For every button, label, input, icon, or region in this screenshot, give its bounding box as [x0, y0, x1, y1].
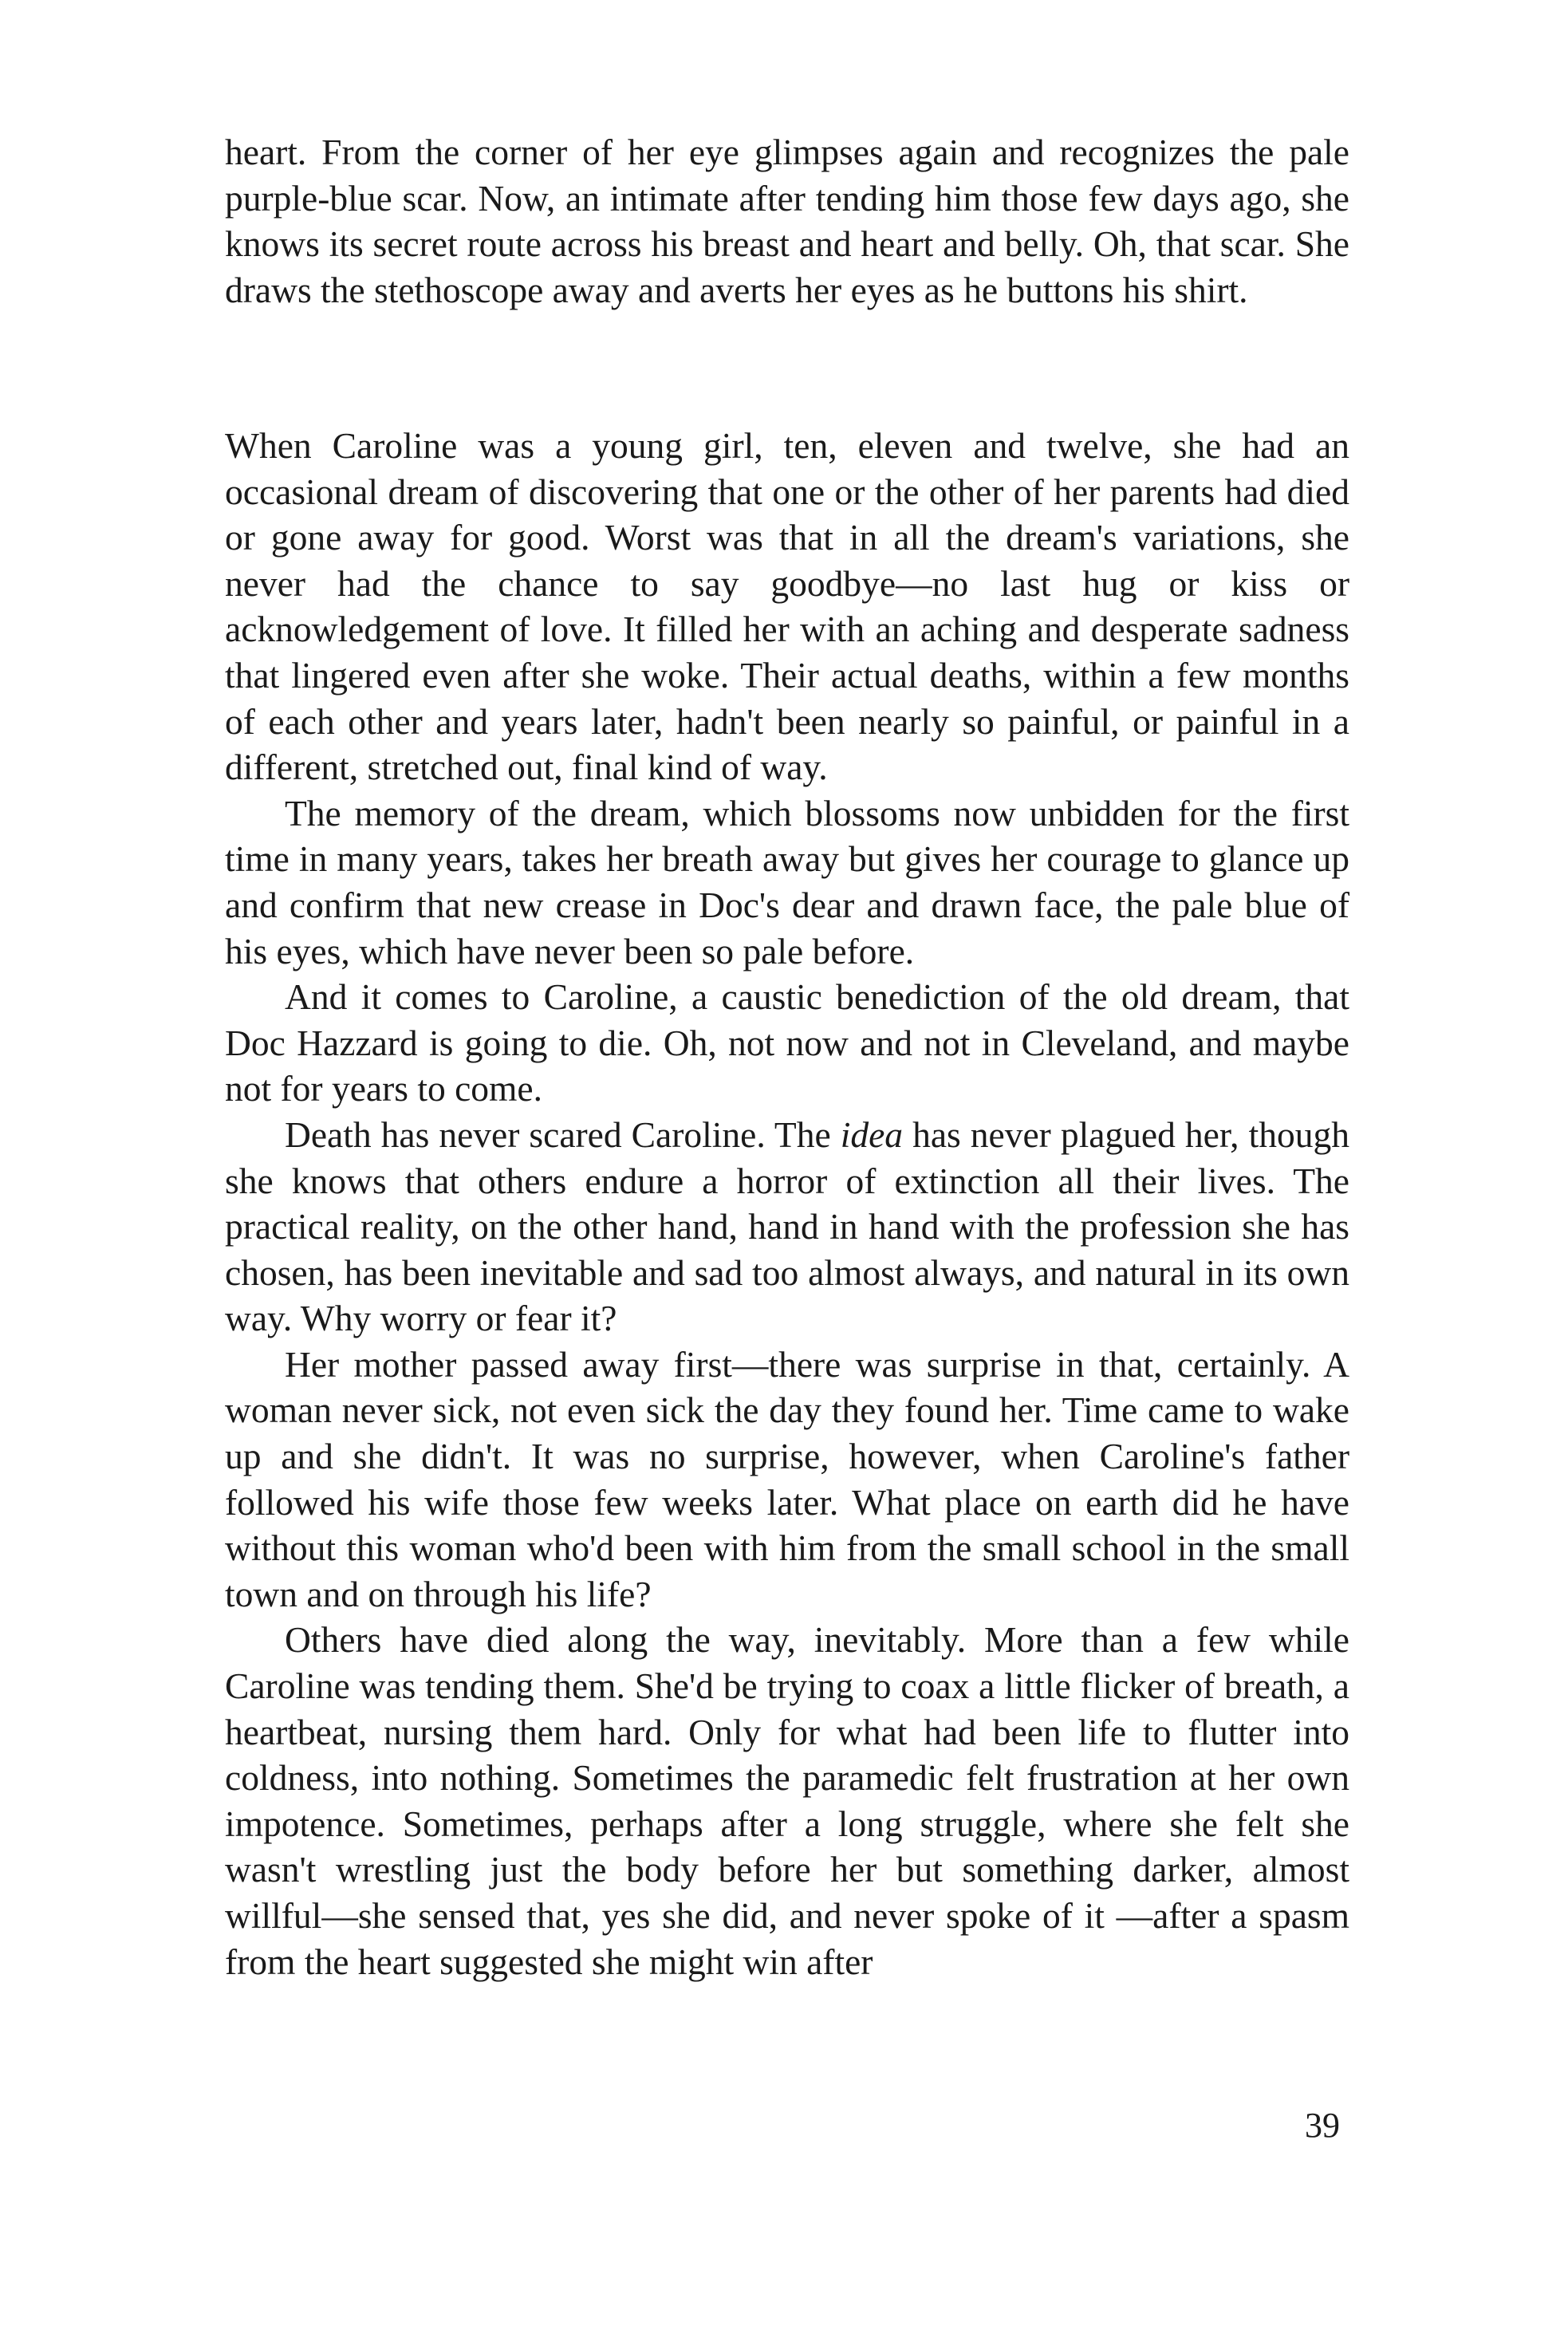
continued-paragraph: heart. From the corner of her eye glimpses again and recognizes the pale purple-blue scar. Now, an intimate after tending him those few days ago, she knows its secret route across his breast and heart and belly. Oh, that scar. She draws the stethoscope away and averts her eyes as he buttons his shirt. [225, 132, 1349, 310]
death-text-before: Death has never scared Caroline. The [285, 1113, 841, 1155]
paragraph-mother: Her mother passed away first—there was surprise in that, certainly. A woman never sick, not even sick the day they found her. Time came to wake up and she didn't. It was no surprise, however, when Caroline's father followed his wife those few weeks later. What place on earth did he have without this woman who'd been with him from the small school in the small town and on through his life? [225, 1343, 1349, 1614]
paragraph-dream: When Caroline was a young girl, ten, eleven and twelve, she had an occasional dream of discovering that one or the other of her parents had died or gone away for good. Worst was that in all the dream's variations, she never had the chance to say goodbye—no last hug or kiss or acknowledgement of love. It filled her with an aching and desperate sadness that lingered even after she woke. Their actual deaths, within a few months of each other and years later, hadn't been nearly so painful, or painful in a different, stretched out, final kind of way. [225, 425, 1349, 788]
continued-text-block [225, 129, 1349, 313]
page-number: 39 [1305, 2106, 1340, 2145]
paragraph-others: Others have died along the way, inevitably. More than a few while Caroline was tending them. She'd be trying to coax a little flicker of breath, a heartbeat, nursing them hard. Only for what had been life to flutter into coldness, into nothing. Sometimes the paramedic felt frustration at her own impotence. Sometimes, perhaps after a long struggle, where she felt she wasn't wrestling just the body before her but something darker, almost willful—she sensed that, yes she did, and never spoke of it —after a spasm from the heart suggested she might win after [225, 1619, 1349, 1982]
paragraph-death [225, 1112, 1349, 1342]
death-text-after: has never plagued her, though she knows that others endure a horror of extinction all their lives. The practical reality, on the other hand, hand in hand with the profession she has chosen, has been inevitable and sad too almost always, and natural in its own way. Why worry or fear it? [225, 1113, 1349, 1339]
section-text-block [225, 423, 1349, 1984]
death-text-emphasis: idea [840, 1113, 904, 1155]
paragraph-memory: The memory of the dream, which blossoms now unbidden for the first time in many years, takes her breath away but gives her courage to glance up and confirm that new crease in Doc's dear and drawn face, the pale blue of his eyes, which have never been so pale before. [225, 792, 1349, 971]
paragraph-benediction: And it comes to Caroline, a caustic benediction of the old dream, that Doc Hazzard is going to die. Oh, not now and not in Cleveland, and maybe not for years to come. [225, 976, 1349, 1109]
